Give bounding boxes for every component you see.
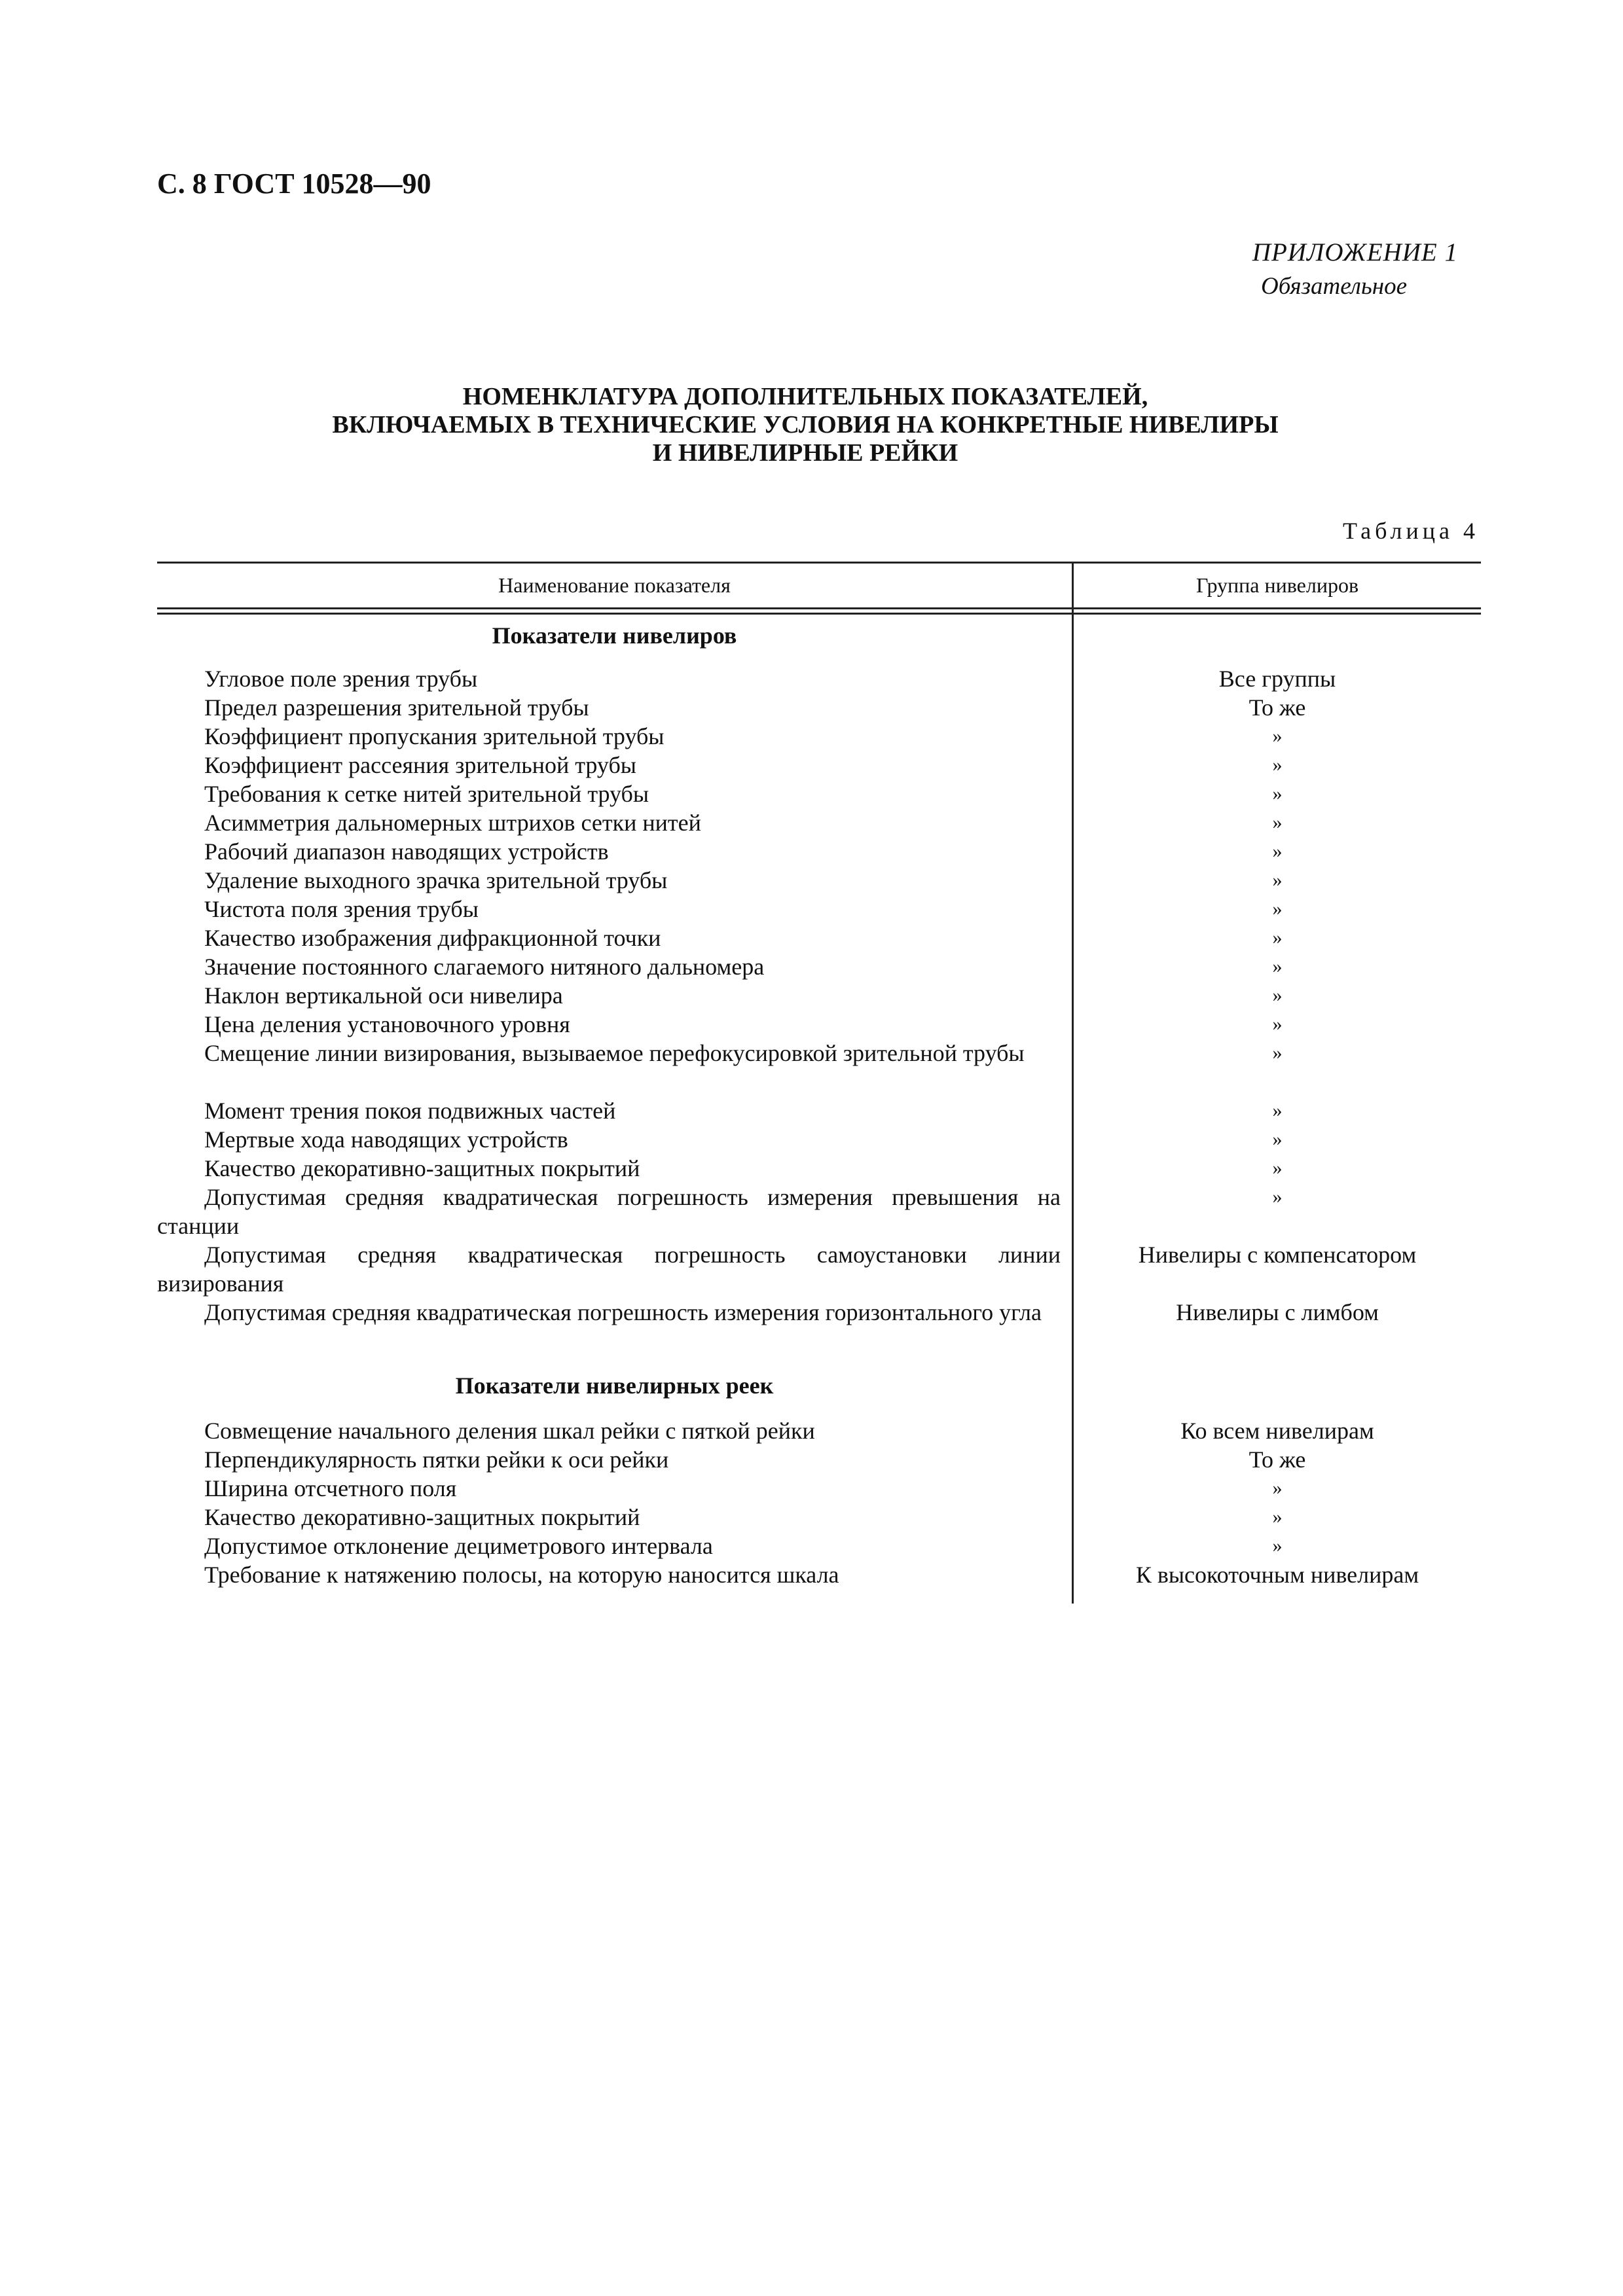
indicator-name: Наклон вертикальной оси нивелира — [204, 982, 563, 1009]
instrument-group: Нивелиры с лимбом — [1176, 1299, 1379, 1325]
indicator-name: Допустимое отклонение дециметрового интервала — [204, 1533, 713, 1559]
indicator-name: Значение постоянного слагаемого нитяного дальномера — [204, 954, 765, 980]
instrument-group: » — [1272, 754, 1283, 776]
indicator-name: Коэффициент рассеяния зрительной трубы — [204, 752, 636, 778]
instrument-group: » — [1272, 812, 1283, 833]
appendix-status: Обязательное — [1260, 273, 1407, 300]
instrument-group: » — [1272, 984, 1283, 1006]
indicator-name: Угловое поле зрения трубы — [204, 666, 478, 692]
column-header-group: Группа нивелиров — [1195, 573, 1359, 597]
instrument-group: » — [1272, 1535, 1283, 1556]
indicator-name: Предел разрешения зрительной трубы — [204, 694, 589, 721]
indicator-name: Требование к натяжению полосы, на которую наносится шкала — [204, 1562, 839, 1588]
document-title — [157, 383, 1453, 467]
table-label: Таблица 4 — [1343, 518, 1479, 544]
indicator-name: Мертвые хода наводящих устройств — [204, 1126, 568, 1153]
indicator-name: Качество декоративно-защитных покрытий — [204, 1155, 640, 1181]
indicator-name: Перпендикулярность пятки рейки к оси рейки — [204, 1446, 669, 1473]
instrument-group: » — [1272, 898, 1283, 920]
instrument-group: Ко всем нивелирам — [1180, 1418, 1374, 1444]
instrument-group: » — [1272, 1128, 1283, 1150]
header-rule — [157, 607, 1481, 609]
instrument-group: То же — [1249, 694, 1306, 721]
indicator-name: Момент трения покоя подвижных частей — [204, 1098, 616, 1124]
indicator-name: Допустимая средняя квадратическая погрешность самоустановки линии визирования — [157, 1242, 1061, 1297]
instrument-group: Нивелиры с компенсатором — [1138, 1242, 1417, 1268]
indicator-name: Удаление выходного зрачка зрительной трубы — [204, 867, 668, 893]
indicator-name: Коэффициент пропускания зрительной трубы — [204, 723, 665, 749]
instrument-group: » — [1272, 927, 1283, 948]
instrument-group: » — [1272, 869, 1283, 891]
instrument-group: Все группы — [1218, 666, 1336, 692]
instrument-group: » — [1272, 1013, 1283, 1035]
title-line: ВКЛЮЧАЕМЫХ В ТЕХНИЧЕСКИЕ УСЛОВИЯ НА КОНКРЕТНЫЕ НИВЕЛИРЫ — [332, 411, 1279, 439]
page-header: С. 8 ГОСТ 10528—90 — [157, 168, 431, 200]
instrument-group: К высокоточным нивелирам — [1135, 1562, 1419, 1588]
section-title: Показатели нивелирных реек — [455, 1372, 774, 1399]
instrument-group: » — [1272, 840, 1283, 862]
indicator-name: Требования к сетке нитей зрительной трубы — [204, 781, 649, 807]
indicator-name: Совмещение начального деления шкал рейки с пяткой рейки — [204, 1418, 815, 1444]
instrument-group: » — [1272, 1100, 1283, 1121]
column-header-name: Наименование показателя — [498, 573, 731, 597]
instrument-group: » — [1272, 1506, 1283, 1528]
indicator-name: Ширина отсчетного поля — [204, 1475, 457, 1501]
instrument-group: » — [1272, 1042, 1283, 1064]
title-line: НОМЕНКЛАТУРА ДОПОЛНИТЕЛЬНЫХ ПОКАЗАТЕЛЕЙ, — [462, 383, 1148, 410]
indicator-name: Чистота поля зрения трубы — [204, 896, 479, 922]
appendix-block — [1252, 236, 1458, 304]
indicator-name: Цена деления установочного уровня — [204, 1011, 570, 1037]
indicator-name: Качество декоративно-защитных покрытий — [204, 1504, 640, 1530]
appendix-label: ПРИЛОЖЕНИЕ 1 — [1252, 238, 1458, 266]
instrument-group: » — [1272, 1186, 1283, 1208]
indicator-name: Допустимая средняя квадратическая погрешность измерения превышения на станции — [157, 1184, 1061, 1239]
instrument-group: » — [1272, 956, 1283, 977]
section-title: Показатели нивелиров — [492, 622, 737, 649]
indicator-name: Качество изображения дифракционной точки — [204, 925, 661, 951]
instrument-group: » — [1272, 783, 1283, 804]
instrument-group: » — [1272, 725, 1283, 747]
indicator-name: Допустимая средняя квадратическая погрешность измерения горизонтального угла — [204, 1299, 1042, 1325]
indicator-name: Рабочий диапазон наводящих устройств — [204, 838, 609, 865]
title-line: И НИВЕЛИРНЫЕ РЕЙКИ — [652, 439, 958, 467]
header-rule — [157, 613, 1481, 615]
instrument-group: » — [1272, 1157, 1283, 1179]
table-top-rule — [157, 562, 1481, 564]
indicator-name: Асимметрия дальномерных штрихов сетки нитей — [204, 810, 701, 836]
indicator-name: Смещение линии визирования, вызываемое перефокусировкой зрительной трубы — [204, 1040, 1025, 1066]
instrument-group: » — [1272, 1477, 1283, 1499]
instrument-group: То же — [1249, 1446, 1306, 1473]
